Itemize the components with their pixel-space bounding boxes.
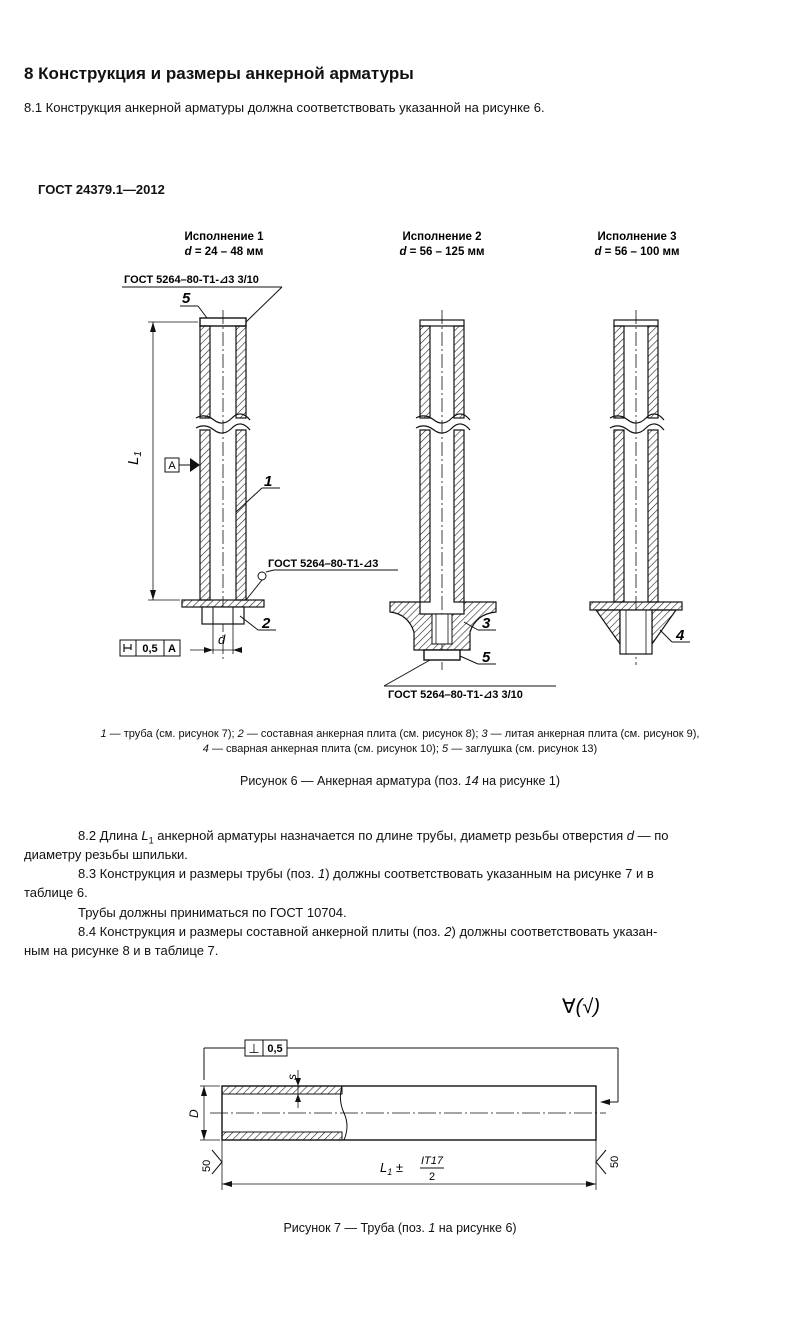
variant-3-d: d [594,246,602,258]
datum-A-label: A [168,460,176,472]
svg-text:L1 [125,451,144,465]
tolerance-value: 0,5 [142,643,158,655]
position-5-label-b: 5 [482,649,491,666]
variant-3-range: = 56 – 100 мм [601,246,680,258]
paragraph-8-2-line-2: диаметру резьбы шпильки. [24,847,188,862]
variant-2-title: Исполнение 2 [402,231,482,243]
document-header-gost: ГОСТ 24379.1—2012 [38,182,165,197]
figure-7-caption: Рисунок 7 — Труба (поз. 1 на рисунке 6) [283,1221,517,1235]
paragraph-8-4-line-2: ным на рисунке 8 и в таблице 7. [24,943,219,958]
paragraph-8-4-line-1: 8.4 Конструкция и размеры составной анкерной плиты (поз. 2) должны соответствовать указан- [78,924,658,939]
position-5-label-a: 5 [182,290,191,307]
paragraph-pipes: Трубы должны приниматься по ГОСТ 10704. [78,905,347,920]
variant-1-title: Исполнение 1 [184,231,264,243]
position-1-label: 1 [264,473,273,490]
svg-text:L1 ± [380,1160,403,1177]
paragraph-8-3-line-2: таблице 6. [24,885,88,900]
weld-label-mid: ГОСТ 5264–80-Т1-⊿3 [268,558,379,570]
dim-IT17: IT17 [420,1155,444,1167]
svg-text:d = 56 – 125 мм [399,246,484,258]
section-heading: 8 Конструкция и размеры анкерной арматуры [24,64,414,83]
variant-1-d: d [184,246,192,258]
dim-D-label: D [187,1109,201,1118]
svg-text:d = 24 – 48 мм [185,246,264,258]
dim-pm: ± [392,1160,403,1175]
variant-3-drawing [590,310,690,665]
chamfer-left-label: 50 [201,1159,213,1172]
dim-s-label: s [285,1074,299,1080]
weld-label-top: ГОСТ 5264–80-Т1-⊿3 3/10 [124,274,259,286]
paragraph-8-2-line-1: 8.2 Длина $L_1$ анкерной арматуры назначается по длине трубы, диаметр резьбы отверстия d — по [78,828,669,846]
dim-L1-fig7: L [380,1160,388,1175]
paragraph-8-3-line-1: 8.3 Конструкция и размеры трубы (поз. 1) должны соответствовать указанным на рисунке 7 и в [78,866,654,881]
dim-L1-label: L [125,456,142,465]
figure-6-caption: Рисунок 6 — Анкерная арматура (поз. 14 на рисунке 1) [239,774,560,788]
position-2-label: 2 [262,615,271,632]
variant-2-d: d [399,246,407,258]
chamfer-right-label: 50 [609,1155,621,1168]
perp-value: 0,5 [267,1043,283,1055]
perp-symbol: ⊥ [248,1041,260,1056]
position-4-label: 4 [676,627,685,644]
figure-6-drawing [0,220,800,720]
variant-3-title: Исполнение 3 [597,231,677,243]
dim-d-label: d [218,632,226,647]
paragraph-8-1: 8.1 Конструкция анкерной арматуры должна соответствовать указанной на рисунке 6. [24,100,545,115]
variant-1-drawing [120,274,398,660]
variant-2-drawing [384,310,556,701]
variant-2-range: = 56 – 125 мм [406,246,485,258]
variant-1-range: = 24 – 48 мм [191,246,264,258]
figure-6-legend-line-2: 4 — сварная анкерная плита (см. рисунок 10); 5 — заглушка (см. рисунок 13) [202,743,598,755]
dim-L1-sub: 1 [133,451,144,457]
figure-7-drawing [0,985,800,1205]
roughness-symbol: ∀(√) [562,996,600,1018]
tolerance-datum: A [168,643,176,655]
figure-6-legend-line-1: 1 — труба (см. рисунок 7); 2 — составная анкерная плита (см. рисунок 8); 3 — литая анкерная плита (см. рисунок 9), [100,728,700,740]
weld-label-bottom: ГОСТ 5264–80-Т1-⊿3 3/10 [388,689,523,701]
svg-text:d = 56 – 100 мм [594,246,679,258]
dim-L1-fig7-sub: 1 [387,1167,393,1177]
dim-den: 2 [428,1171,436,1183]
position-3-label: 3 [482,615,491,632]
